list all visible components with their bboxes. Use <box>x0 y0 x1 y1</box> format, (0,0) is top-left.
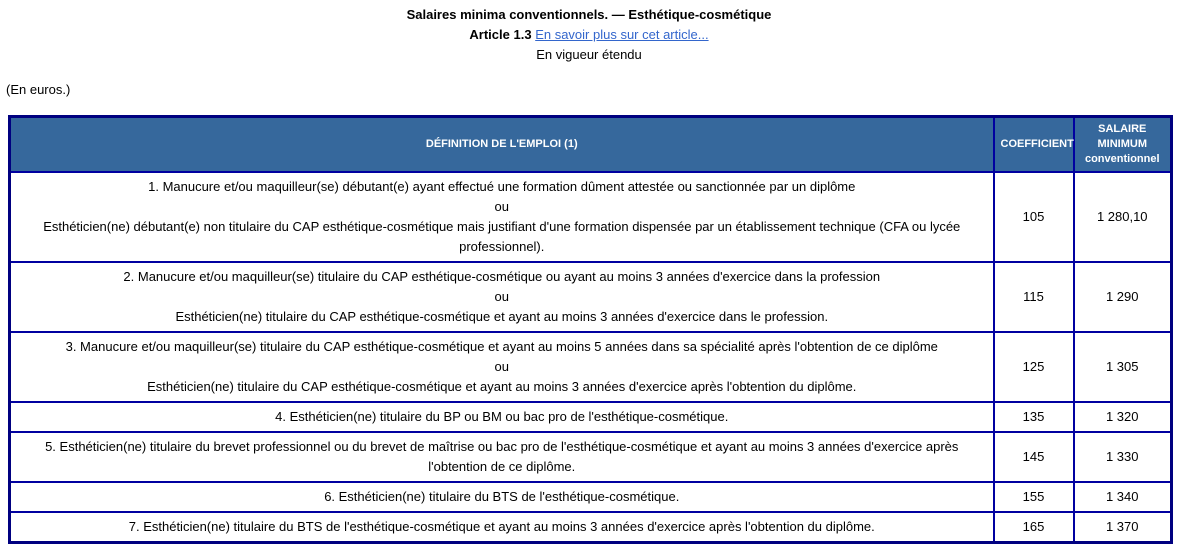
definition-line: 4. Esthéticien(ne) titulaire du BP ou BM ou bac pro de l'esthétique-cosmétique. <box>275 409 729 424</box>
salary-cell: 1 290 <box>1074 262 1172 332</box>
header-coefficient: COEFFICIENT <box>994 117 1074 173</box>
table-row <box>10 512 1172 543</box>
salary-cell: 1 340 <box>1074 482 1172 512</box>
salary-table <box>8 115 1173 544</box>
currency-note: (En euros.) <box>6 82 71 97</box>
salary-cell: 1 305 <box>1074 332 1172 402</box>
definition-line: ou <box>494 289 509 304</box>
salary-cell: 1 320 <box>1074 402 1172 432</box>
definition-cell <box>10 512 994 543</box>
salary-cell: 1 280,10 <box>1074 172 1172 262</box>
table-row <box>10 482 1172 512</box>
page-title: Salaires minima conventionnels. — Esthétique-cosmétique <box>406 7 772 22</box>
table-row <box>10 172 1172 262</box>
header-salary-line-2: MINIMUM <box>1097 138 1147 150</box>
definition-cell <box>10 402 994 432</box>
header-salary-line-3: conventionnel <box>1084 153 1160 165</box>
table-row <box>10 332 1172 402</box>
article-link[interactable]: En savoir plus sur cet article... <box>535 27 709 42</box>
definition-line: 3. Manucure et/ou maquilleur(se) titulaire du CAP esthétique-cosmétique et ayant au moins 5 années dans sa spécialité après l'obtention de ce diplôme <box>65 339 938 354</box>
coefficient-cell: 135 <box>994 402 1074 432</box>
header-salary <box>1074 117 1172 173</box>
header-definition: DÉFINITION DE L'EMPLOI (1) <box>10 117 994 173</box>
coefficient-cell: 105 <box>994 172 1074 262</box>
definition-line: ou <box>494 199 509 214</box>
salary-cell: 1 330 <box>1074 432 1172 482</box>
coefficient-cell: 145 <box>994 432 1074 482</box>
definition-line: 6. Esthéticien(ne) titulaire du BTS de l'esthétique-cosmétique. <box>324 489 680 504</box>
salary-cell: 1 370 <box>1074 512 1172 543</box>
coefficient-cell: 115 <box>994 262 1074 332</box>
definition-cell <box>10 262 994 332</box>
definition-line: 7. Esthéticien(ne) titulaire du BTS de l'esthétique-cosmétique et ayant au moins 3 années d'exercice après l'obtention du diplôme. <box>128 519 875 534</box>
definition-line: Esthéticien(ne) titulaire du CAP esthétique-cosmétique et ayant au moins 3 années d'exercice dans le profession. <box>175 309 829 324</box>
definition-line: 2. Manucure et/ou maquilleur(se) titulaire du CAP esthétique-cosmétique ou ayant au moins 3 années d'exercice dans la profession <box>123 269 881 284</box>
table-row <box>10 432 1172 482</box>
definition-cell <box>10 482 994 512</box>
coefficient-cell: 125 <box>994 332 1074 402</box>
definition-cell <box>10 172 994 262</box>
coefficient-cell: 165 <box>994 512 1074 543</box>
table-row <box>10 262 1172 332</box>
document-header <box>0 0 1178 65</box>
definition-line: 5. Esthéticien(ne) titulaire du brevet professionnel ou du brevet de maîtrise ou bac pro de l'esthétique-cosmétique et ayant au moins 3 années d'exercice après l'obtention de ce diplôme. <box>45 439 959 474</box>
table-header-row <box>10 117 1172 173</box>
definition-cell <box>10 432 994 482</box>
definition-line: Esthéticien(ne) débutant(e) non titulaire du CAP esthétique-cosmétique mais justifiant d'une formation dispensée par un établissement technique (CFA ou lycée professionnel). <box>43 219 961 254</box>
definition-line: 1. Manucure et/ou maquilleur(se) débutant(e) ayant effectué une formation dûment attestée ou sanctionnée par un diplôme <box>148 179 856 194</box>
definition-line: Esthéticien(ne) titulaire du CAP esthétique-cosmétique et ayant au moins 3 années d'exercice après l'obtention du diplôme. <box>147 379 857 394</box>
table-body <box>10 172 1172 543</box>
article-line <box>0 25 1178 45</box>
article-label: Article 1.3 <box>469 27 532 42</box>
definition-line: ou <box>494 359 509 374</box>
table-row <box>10 402 1172 432</box>
definition-cell <box>10 332 994 402</box>
status-text: En vigueur étendu <box>536 47 642 62</box>
coefficient-cell: 155 <box>994 482 1074 512</box>
header-salary-line-1: SALAIRE <box>1098 123 1147 135</box>
